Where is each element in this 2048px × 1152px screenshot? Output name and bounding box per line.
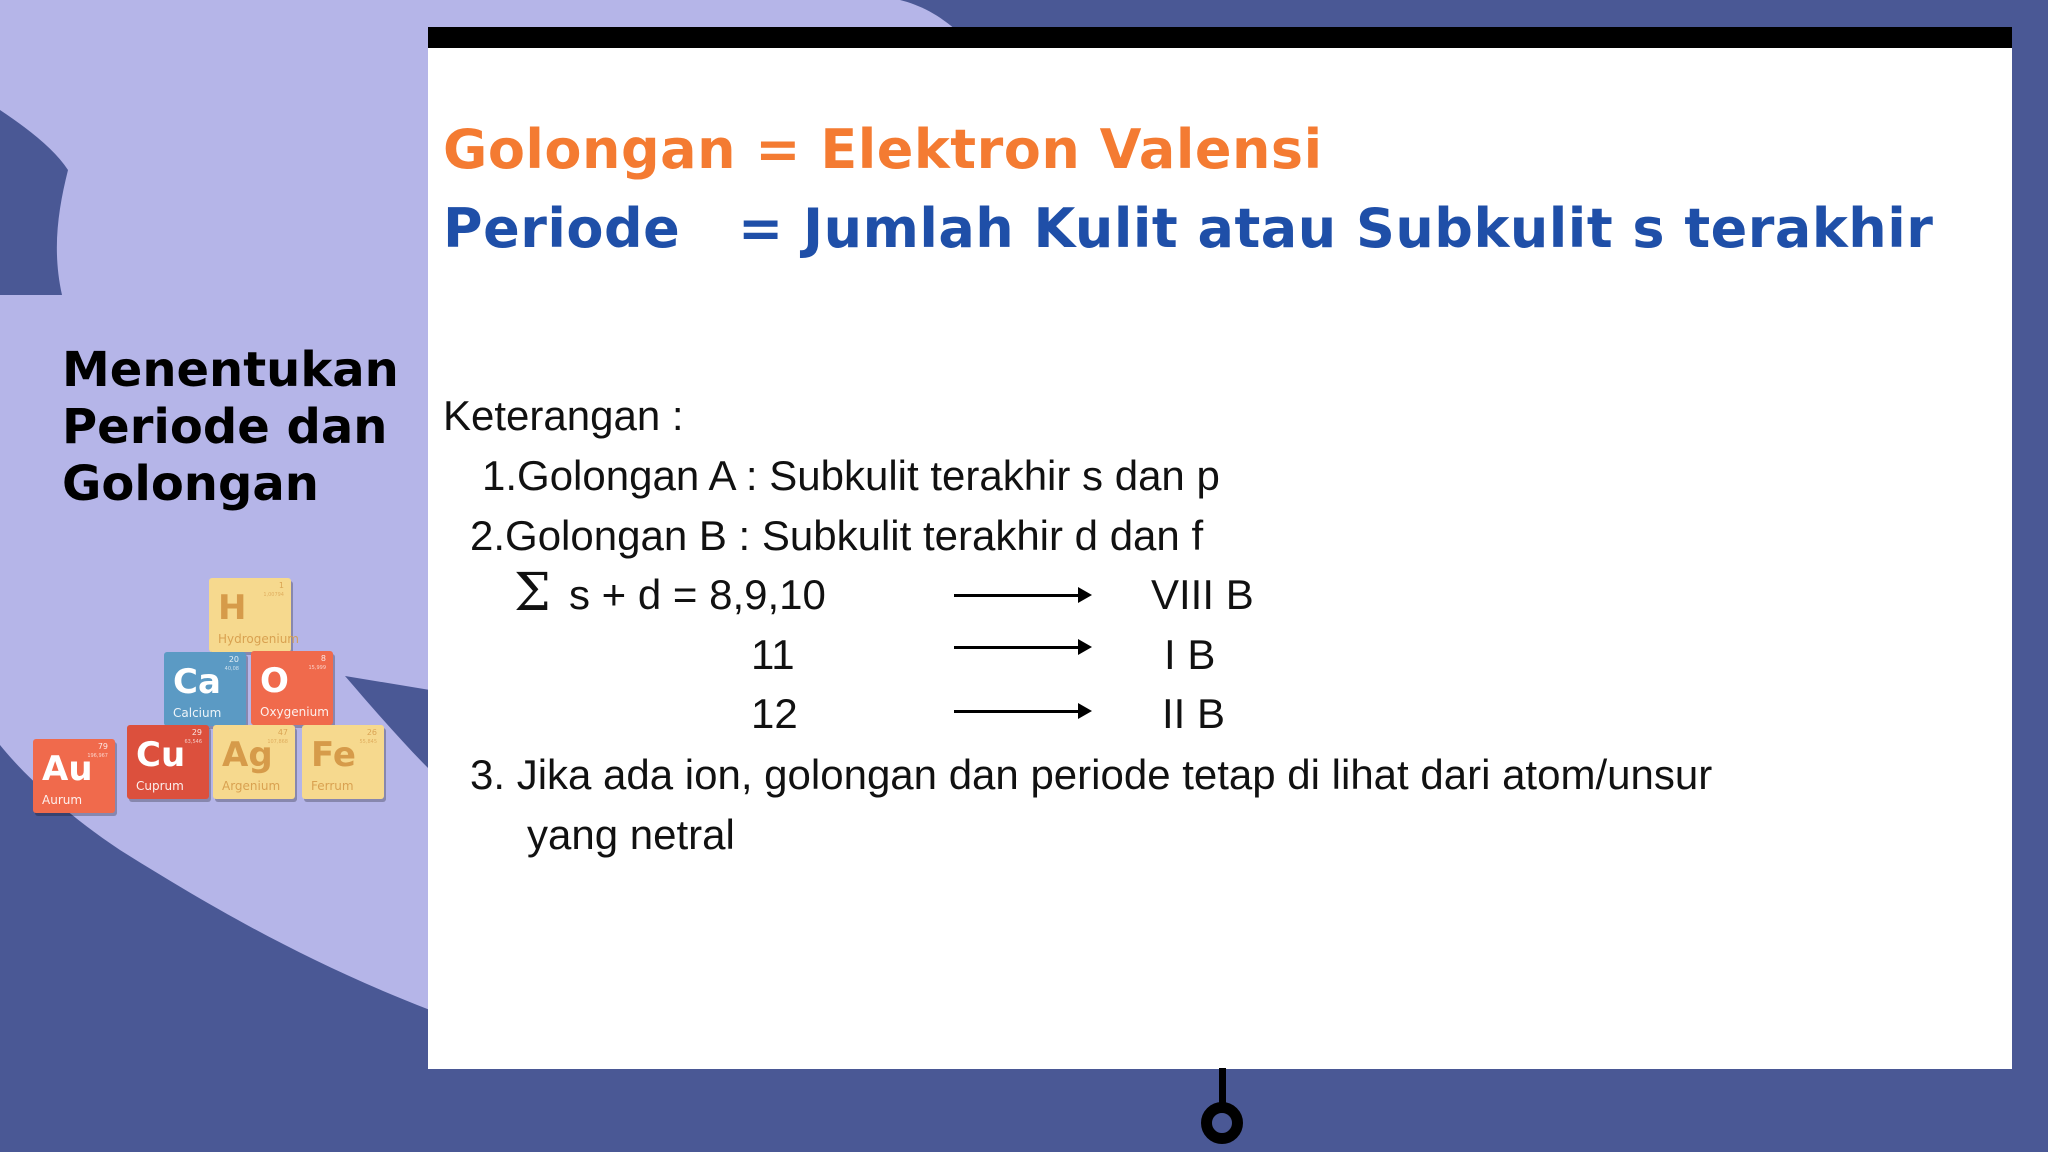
sidebar-title	[62, 342, 442, 513]
sidebar-title-line-2: Periode dan	[62, 399, 388, 455]
element-number: 1	[278, 581, 284, 590]
headline-periode-value: = Jumlah Kulit atau Subkulit s terakhir	[738, 197, 1934, 260]
arrow-icon	[954, 646, 1088, 649]
arrow-icon	[954, 710, 1088, 713]
element-symbol: Fe	[311, 735, 356, 775]
rule-condition-3: 12	[751, 690, 798, 737]
element-mass: 196,967	[87, 753, 108, 759]
element-name: Oxygenium	[260, 705, 329, 719]
arrow-icon	[954, 594, 1088, 597]
element-symbol: Ag	[222, 735, 273, 775]
notes-item-2: 2.Golongan B : Subkulit terakhir d dan f	[470, 512, 1204, 559]
element-mass: 40,08	[224, 666, 239, 672]
notes-item-3-line-2: yang netral	[527, 811, 735, 858]
element-tile-ag	[213, 725, 295, 799]
element-name: Aurum	[42, 793, 83, 807]
element-tile-o	[251, 651, 333, 725]
rule-condition-1: s + d = 8,9,10	[569, 571, 826, 618]
screen-stand-ring	[1201, 1102, 1243, 1144]
element-mass: 63,546	[184, 739, 202, 745]
element-number: 20	[228, 655, 239, 664]
sigma-symbol: Σ	[514, 563, 551, 623]
headline-golongan: Golongan = Elektron Valensi	[443, 118, 1323, 181]
element-symbol: H	[218, 588, 247, 628]
rule-result-1: VIII B	[1151, 571, 1254, 618]
rule-result-2: I B	[1164, 631, 1216, 678]
rule-result-3: II B	[1162, 690, 1226, 737]
headline-periode-label: Periode	[443, 197, 681, 260]
element-name: Cuprum	[136, 779, 184, 793]
element-mass: 107,868	[267, 739, 288, 745]
element-number: 26	[366, 728, 377, 737]
sidebar-title-line-3: Golongan	[62, 456, 319, 512]
element-mass: 55,845	[359, 739, 377, 745]
element-tile-au	[33, 739, 115, 813]
element-name: Ferrum	[311, 779, 354, 793]
element-name: Calcium	[173, 706, 222, 720]
notes-item-1: 1.Golongan A : Subkulit terakhir s dan p	[482, 452, 1220, 499]
element-number: 29	[191, 728, 202, 737]
element-tile-fe	[302, 725, 384, 799]
sidebar-title-line-1: Menentukan	[62, 342, 399, 398]
element-symbol: Au	[42, 749, 93, 789]
notes-heading: Keterangan :	[443, 392, 684, 439]
screen-stand	[1219, 1068, 1226, 1104]
element-mass: 1,00794	[263, 592, 284, 598]
element-symbol: O	[260, 661, 289, 701]
notes-item-3-line-1: 3. Jika ada ion, golongan dan periode tetap di lihat dari atom/unsur	[470, 751, 1713, 798]
element-number: 47	[277, 728, 288, 737]
element-number: 79	[97, 742, 108, 751]
rule-condition-2: 11	[751, 631, 795, 678]
element-tile-h	[209, 578, 299, 652]
element-mass: 15,999	[308, 665, 326, 671]
screen-top-bar	[428, 27, 2012, 48]
element-symbol: Ca	[173, 662, 221, 702]
element-symbol: Cu	[136, 735, 186, 775]
element-tile-cu	[127, 725, 209, 799]
element-number: 8	[320, 654, 326, 663]
element-name: Hydrogenium	[218, 632, 299, 646]
element-tile-ca	[164, 652, 246, 726]
element-name: Argenium	[222, 779, 281, 793]
